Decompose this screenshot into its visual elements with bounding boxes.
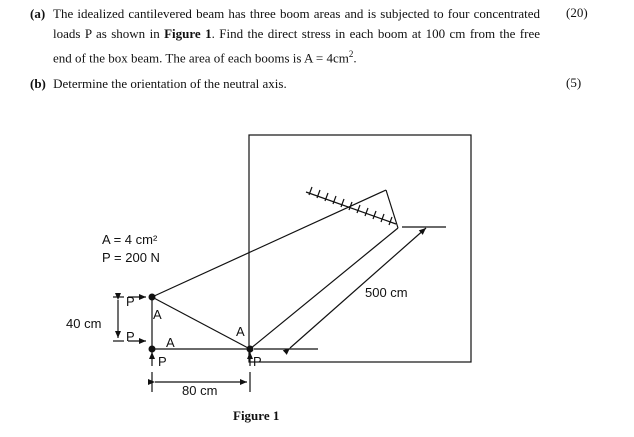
figure-reference: Figure 1: [164, 26, 212, 41]
question-b-marks: (5): [566, 75, 582, 90]
question-a-period: .: [353, 50, 357, 66]
question-b-text: Determine the orientation of the neutral axis.: [53, 76, 287, 91]
figure-caption: Figure 1: [233, 408, 280, 423]
load-label-top: P: [126, 294, 135, 309]
boom-bottom-right: [247, 346, 254, 353]
length-dimension-label: 500 cm: [365, 285, 408, 300]
load-label-bottom-left: P: [158, 354, 167, 369]
area-superscript: 2: [348, 49, 354, 59]
boom-label-top: A: [153, 307, 162, 322]
load-label-mid: P: [126, 329, 135, 344]
height-dimension-label: 40 cm: [66, 316, 102, 331]
question-a-text-end: . Find the direct stress in each boom at 100 cm from the free end of the box beam. The area of each booms is A = 4cm: [53, 26, 540, 66]
load-label-bottom-right: P: [253, 354, 262, 369]
boom-label-bottom-left: A: [166, 335, 175, 350]
boom-bottom-left: [149, 346, 156, 353]
area-label: A = 4 cm²: [102, 232, 158, 247]
boom-top: [149, 294, 156, 301]
support-wall: [249, 135, 471, 362]
width-dimension-label: 80 cm: [182, 383, 218, 398]
load-value-label: P = 200 N: [102, 250, 160, 265]
question-b-label: (b): [30, 76, 46, 91]
question-a-marks: (20): [566, 5, 588, 20]
boom-label-bottom-right: A: [236, 324, 245, 339]
fixed-support-hatching: [306, 187, 396, 225]
question-a-text-start: The idealized cantilevered beam has three boom areas and is subjected to four concentrated loads P as shown in: [53, 6, 540, 41]
question-a-label: (a): [30, 6, 46, 21]
